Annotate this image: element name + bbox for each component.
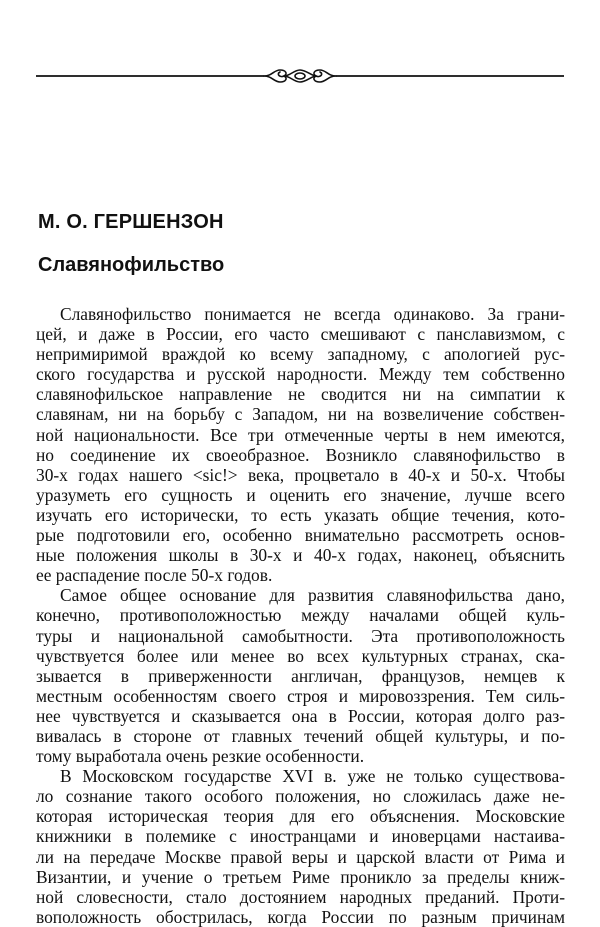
article-title: Славянофильство (38, 254, 225, 276)
text-line: славянам, ни на борьбу с Западом, ни на возвеличение собствен- (36, 404, 565, 425)
text-line: цей, и даже в России, его часто смешивают с панславизмом, с (36, 324, 565, 345)
text-line: В Московском государстве XVI в. уже не только существова- (60, 766, 565, 787)
text-line: чувствуется более или менее во всех культурных странах, ска- (36, 645, 565, 666)
text-line: ные положения школы в 30-х и 40-х годах, наконец, объяснить (36, 545, 565, 566)
text-line: уразуметь его сущность и оценить его значение, лучше всего (36, 484, 565, 505)
text-line: туры и национальной самобытности. Эта противоположность (36, 625, 565, 646)
text-line: ее распадение после 50-х годов. (36, 565, 273, 586)
text-line: тому выработала очень резкие особенности. (36, 746, 365, 767)
text-line: Славянофильство понимается не всегда одинаково. За грани- (60, 304, 565, 324)
author-name: М. О. ГЕРШЕНЗОН (38, 211, 224, 233)
text-line: Самое общее основание для развития славянофильства дано, (60, 585, 565, 606)
text-line: конечно, противоположностью между началами общей куль- (36, 605, 565, 626)
text-line: местным особенностям своего строя и мировоззрения. Тем силь- (36, 685, 565, 706)
text-line: но соединение их своеобразное. Возникло славянофильство в (36, 444, 565, 465)
text-line: изучать его исторически, то есть указать общие течения, кото- (36, 504, 565, 525)
paragraph (36, 585, 565, 766)
text-line: ли на передаче Москве правой веры и царской власти от Рима и (36, 846, 565, 867)
text-line: непримиримой враждой ко всему западному, с апологией рус- (36, 344, 565, 365)
text-line: ского государства и русской народности. Между тем собственно (36, 364, 565, 385)
text-line: ной национальности. Все три отмеченные черты в нем имеются, (36, 424, 565, 445)
ornament-divider (36, 64, 564, 88)
text-line: Византии, и учение о третьем Риме проникло за пределы книж- (36, 866, 565, 887)
article-body (36, 304, 565, 927)
text-line: ло сознание такого особого положения, но сложилась даже не- (36, 786, 565, 807)
text-line: 30-х годах нашего <sic!> века, процветало в 40-х и 50-х. Чтобы (36, 464, 565, 485)
text-line: которая историческая теория для его объяснения. Московские (36, 806, 565, 827)
text-line: нее чувствуется и сказывается она в России, которая долго раз- (36, 705, 565, 726)
text-line: вивалась в стороне от главных течений общей культуры, и по- (36, 725, 565, 746)
paragraph (36, 304, 565, 585)
scroll-ornament-icon (264, 70, 336, 82)
text-line: рые подготовили его, особенно внимательно рассмотреть основ- (36, 525, 565, 546)
text-line: ной словесности, стало достоянием народных преданий. Проти- (36, 886, 565, 907)
paragraph (36, 766, 565, 927)
text-line: воположность обострилась, когда России по разным причинам (36, 906, 565, 927)
text-line: зывается в приверженности англичан, французов, немцев к (36, 665, 565, 686)
text-line: книжники в полемике с иностранцами и иноверцами настаива- (36, 826, 565, 847)
text-line: славянофильское направление не сводится ни на симпатии к (36, 384, 565, 405)
